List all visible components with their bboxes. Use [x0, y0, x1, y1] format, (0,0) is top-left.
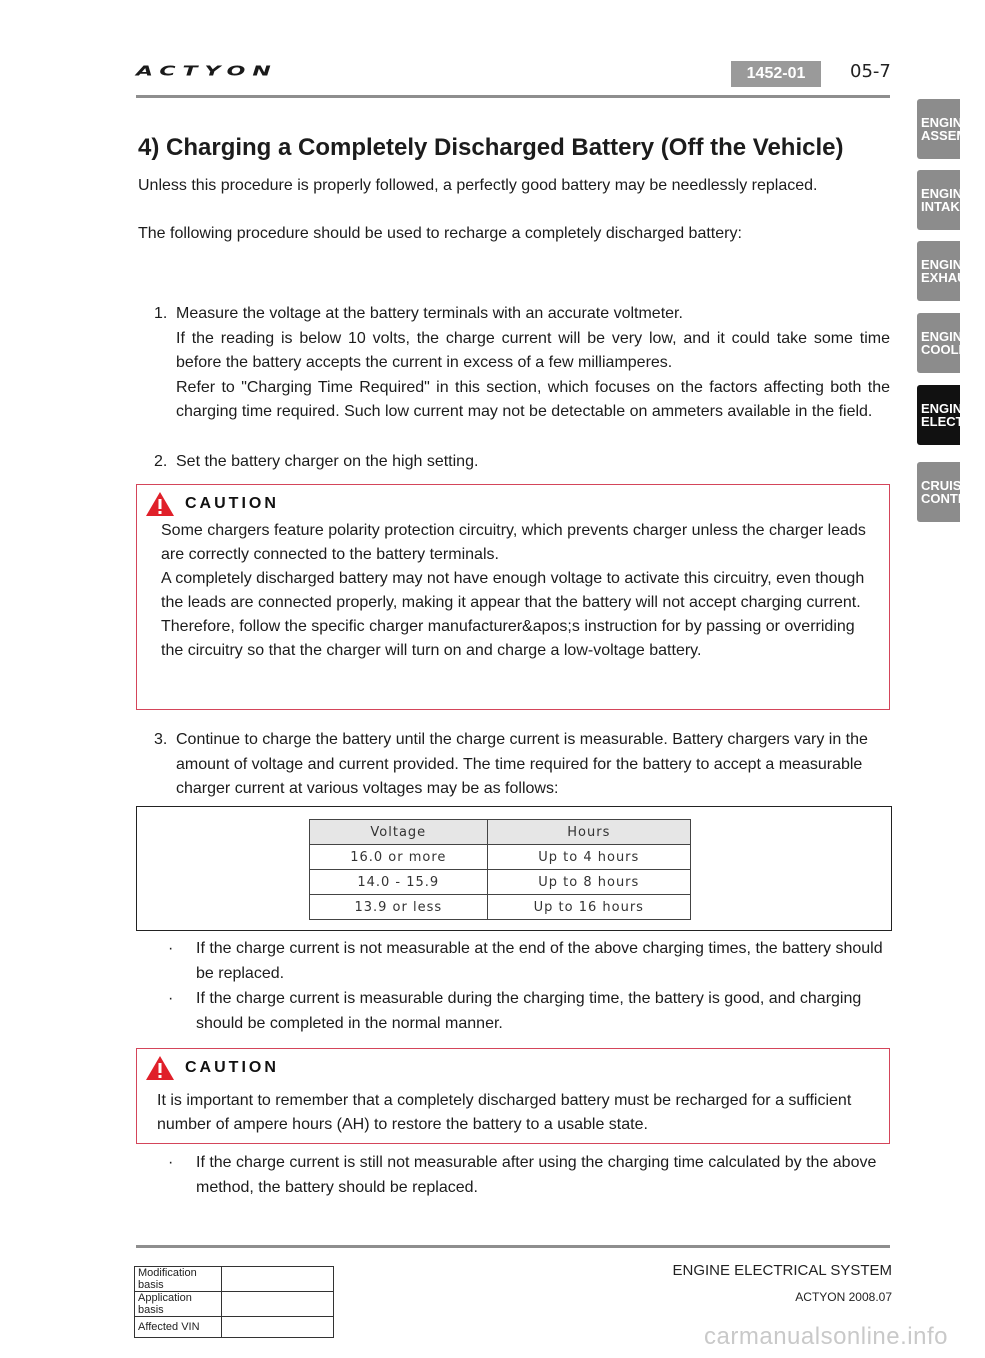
bullet-dot: ·	[168, 990, 174, 1007]
table-cell: Up to 16 hours	[487, 895, 690, 920]
caution-label: CAUTION	[185, 1059, 279, 1076]
step-text: Refer to "Charging Time Required" in this section, which focuses on the factors affecting both the charging time required. Such low current may not be detectable on ammeters available in the field.	[176, 378, 890, 420]
step-text: Set the battery charger on the high setting.	[176, 453, 479, 470]
note-bullet	[168, 986, 890, 1036]
caution-label: CAUTION	[185, 495, 279, 512]
tab-line2: COOLING	[921, 342, 982, 357]
bullet-text: If the charge current is still not measurable after using the charging time calculated by the above method, the battery should be replaced.	[196, 1154, 877, 1196]
tab-line2: ASSEMBL	[921, 128, 985, 143]
tab-line1: ENGINE	[921, 329, 971, 344]
bullet-dot: ·	[168, 1154, 174, 1171]
note-bullet	[168, 1150, 890, 1200]
footer-model: ACTYON 2008.07	[795, 1290, 892, 1304]
header-divider	[136, 95, 890, 98]
warning-icon	[145, 1055, 175, 1081]
mod-value	[222, 1292, 334, 1317]
step-1	[154, 302, 890, 425]
tab-line2: CONTRO	[921, 491, 978, 506]
intro-instruction: The following procedure should be used to recharge a completely discharged battery:	[138, 225, 742, 242]
tab-engine-exhaust[interactable]	[917, 241, 984, 301]
tab-engine-assembly[interactable]	[917, 99, 985, 159]
tab-line1: ENGINE	[921, 257, 971, 272]
watermark: carmanualsonline.info	[704, 1323, 948, 1350]
note-bullet	[168, 936, 890, 986]
mod-label: Modification basis	[135, 1267, 222, 1292]
page-title: 4) Charging a Completely Discharged Battery (Off the Vehicle)	[138, 134, 844, 161]
table-row	[135, 1292, 334, 1317]
mod-label: Affected VIN	[135, 1317, 222, 1338]
bullet-text: If the charge current is measurable during the charging time, the battery is good, and charging should be completed in the normal manner.	[196, 990, 862, 1032]
charging-time-table-box	[136, 806, 892, 931]
step-text: If the reading is below 10 volts, the charge current will be very low, and it could take some time before the battery accepts the current in excess of a few milliamperes.	[176, 329, 890, 371]
tab-cruise-control[interactable]	[917, 462, 978, 522]
table-header-hours: Hours	[487, 820, 690, 845]
section-code-badge: 1452-01	[731, 61, 821, 87]
footer-system-name: ENGINE ELECTRICAL SYSTEM	[672, 1262, 892, 1279]
charging-time-table	[309, 819, 691, 920]
table-header-voltage: Voltage	[310, 820, 488, 845]
mod-label: Application basis	[135, 1292, 222, 1317]
table-cell: 14.0 - 15.9	[310, 870, 488, 895]
mod-value	[222, 1267, 334, 1292]
step-number: 1.	[154, 305, 168, 322]
caution-box	[136, 1048, 890, 1144]
table-row	[310, 895, 691, 920]
intro-paragraph: Unless this procedure is properly followed, a perfectly good battery may be needlessly replaced.	[138, 177, 818, 194]
step-text: Continue to charge the battery until the charge current is measurable. Battery chargers vary in the amount of voltage and current provided. The time required for the battery to accept a measurable charger current at various voltages may be as follows:	[176, 731, 868, 797]
caution-box	[136, 484, 890, 710]
footer-divider	[136, 1245, 890, 1248]
tab-engine-cooling[interactable]	[917, 313, 982, 373]
table-cell: Up to 4 hours	[487, 845, 690, 870]
tab-line1: CRUISE	[921, 478, 971, 493]
tab-engine-electrical[interactable]	[917, 385, 977, 445]
table-row	[310, 845, 691, 870]
caution-text: Some chargers feature polarity protection circuitry, which prevents charger unless the charger leads are correctly connected to the battery terminals.	[161, 522, 866, 563]
bullet-dot: ·	[168, 940, 174, 957]
table-row	[310, 870, 691, 895]
bullet-text: If the charge current is not measurable at the end of the above charging times, the battery should be replaced.	[196, 940, 883, 982]
tab-line1: ENGINE	[921, 115, 971, 130]
tab-line1: ENGINE	[921, 401, 971, 416]
caution-text: A completely discharged battery may not have enough voltage to activate this circuitry, even though the leads are connected properly, making it appear that the battery will not accept charging current.	[161, 570, 865, 611]
tab-line2: EXHAUST	[921, 270, 984, 285]
tab-engine-intake[interactable]	[917, 170, 971, 230]
step-number: 2.	[154, 453, 168, 470]
step-2	[154, 450, 890, 475]
page-number: 05-7	[850, 61, 891, 82]
caution-text: Therefore, follow the specific charger manufacturer&apos;s instruction for by passing or overriding the circuitry so that the charger will turn on and charge a low-voltage battery.	[161, 618, 855, 659]
table-cell: 16.0 or more	[310, 845, 488, 870]
caution-text: It is important to remember that a completely discharged battery must be recharged for a sufficient number of ampere hours (AH) to restore the battery to a usable state.	[157, 1092, 852, 1133]
tab-line2: ELECTRI	[921, 414, 977, 429]
tab-line1: ENGINE	[921, 186, 971, 201]
step-text: Measure the voltage at the battery terminals with an accurate voltmeter.	[176, 305, 683, 322]
warning-icon	[145, 491, 175, 517]
table-cell: Up to 8 hours	[487, 870, 690, 895]
tab-line2: INTAKE	[921, 199, 969, 214]
table-row	[135, 1267, 334, 1292]
table-cell: 13.9 or less	[310, 895, 488, 920]
brand-logo: ACTYON	[136, 64, 278, 79]
step-3	[154, 728, 890, 802]
step-number: 3.	[154, 731, 168, 748]
